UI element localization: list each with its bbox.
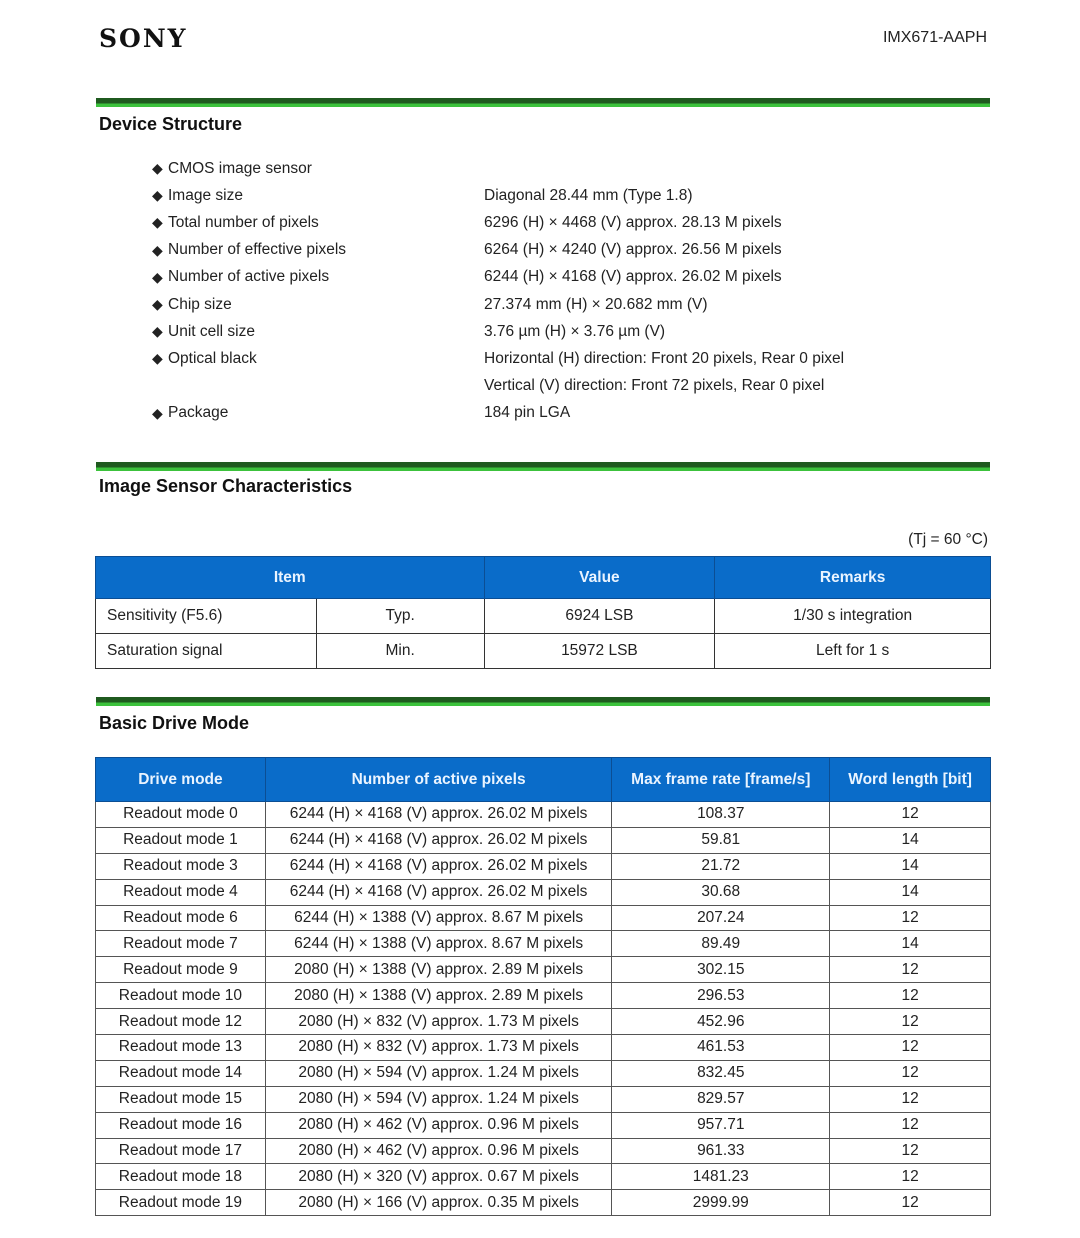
spec-row <box>152 264 912 291</box>
spec-value: 6244 (H) × 4168 (V) approx. 26.02 M pixels <box>484 268 782 286</box>
cell-drive-mode: Readout mode 7 <box>96 931 266 957</box>
cell-drive-mode: Readout mode 18 <box>96 1164 266 1190</box>
cell-max-frame-rate: 452.96 <box>612 1009 830 1035</box>
cell-active-pixels: 2080 (H) × 594 (V) approx. 1.24 M pixels <box>265 1086 612 1112</box>
spec-label-text: Package <box>168 404 229 422</box>
cell-word-length: 12 <box>830 983 991 1009</box>
spec-value: 3.76 µm (H) × 3.76 µm (V) <box>484 322 666 340</box>
cell-active-pixels: 2080 (H) × 1388 (V) approx. 2.89 M pixels <box>265 957 612 983</box>
cell-active-pixels: 2080 (H) × 832 (V) approx. 1.73 M pixels <box>265 1035 612 1061</box>
cell-value: 6924 LSB <box>484 599 715 634</box>
spec-value: 6264 (H) × 4240 (V) approx. 26.56 M pixels <box>484 241 782 259</box>
spec-row <box>152 345 912 372</box>
cell-active-pixels: 2080 (H) × 462 (V) approx. 0.96 M pixels <box>265 1138 612 1164</box>
cell-word-length: 14 <box>830 853 991 879</box>
cell-item: Saturation signal <box>96 634 317 669</box>
diamond-bullet-icon: ◆ <box>152 241 163 258</box>
header-item: Item <box>96 557 485 599</box>
section-title-characteristics: Image Sensor Characteristics <box>99 476 353 496</box>
spec-label <box>152 296 484 314</box>
cell-drive-mode: Readout mode 12 <box>96 1009 266 1035</box>
table-row <box>96 1138 991 1164</box>
spec-row <box>152 155 912 182</box>
cell-active-pixels: 2080 (H) × 462 (V) approx. 0.96 M pixels <box>265 1112 612 1138</box>
cell-remarks: Left for 1 s <box>715 634 991 669</box>
section-title-device-structure: Device Structure <box>99 114 243 134</box>
table-row <box>96 1086 991 1112</box>
cell-drive-mode: Readout mode 16 <box>96 1112 266 1138</box>
cell-value: 15972 LSB <box>484 634 715 669</box>
spec-value: 27.374 mm (H) × 20.682 mm (V) <box>484 295 708 313</box>
section-divider-drive-mode <box>96 697 990 706</box>
spec-label <box>152 187 484 205</box>
spec-label <box>152 241 484 259</box>
cell-active-pixels: 2080 (H) × 166 (V) approx. 0.35 M pixels <box>265 1190 612 1216</box>
header-word-length: Word length [bit] <box>830 758 991 802</box>
table-row <box>96 1164 991 1190</box>
cell-max-frame-rate: 21.72 <box>612 853 830 879</box>
cell-max-frame-rate: 108.37 <box>612 802 830 828</box>
spec-label <box>152 404 484 422</box>
cell-item: Sensitivity (F5.6) <box>96 599 317 634</box>
cell-drive-mode: Readout mode 9 <box>96 957 266 983</box>
cell-drive-mode: Readout mode 3 <box>96 853 266 879</box>
table-row <box>96 905 991 931</box>
cell-drive-mode: Readout mode 13 <box>96 1035 266 1061</box>
spec-label-text: Total number of pixels <box>168 213 319 231</box>
table-row <box>96 634 991 669</box>
cell-active-pixels: 6244 (H) × 4168 (V) approx. 26.02 M pixels <box>265 853 612 879</box>
cell-drive-mode: Readout mode 19 <box>96 1190 266 1216</box>
cell-active-pixels: 2080 (H) × 320 (V) approx. 0.67 M pixels <box>265 1164 612 1190</box>
spec-label-text: Image size <box>168 186 243 204</box>
cell-max-frame-rate: 59.81 <box>612 827 830 853</box>
cell-active-pixels: 6244 (H) × 4168 (V) approx. 26.02 M pixels <box>265 827 612 853</box>
sony-logo: SONY <box>99 24 188 53</box>
spec-row <box>152 318 912 345</box>
cell-max-frame-rate: 1481.23 <box>612 1164 830 1190</box>
cell-word-length: 12 <box>830 802 991 828</box>
table-row <box>96 1190 991 1216</box>
spec-label-text: Optical black <box>168 349 257 367</box>
cell-max-frame-rate: 89.49 <box>612 931 830 957</box>
diamond-bullet-icon: ◆ <box>152 160 163 177</box>
cell-word-length: 14 <box>830 879 991 905</box>
cell-drive-mode: Readout mode 4 <box>96 879 266 905</box>
cell-remarks: 1/30 s integration <box>715 599 991 634</box>
cell-word-length: 12 <box>830 1035 991 1061</box>
table-header-row <box>96 758 991 802</box>
cell-drive-mode: Readout mode 15 <box>96 1086 266 1112</box>
cell-max-frame-rate: 296.53 <box>612 983 830 1009</box>
table-row <box>96 931 991 957</box>
spec-row <box>152 237 912 264</box>
spec-value: Horizontal (H) direction: Front 20 pixels, Rear 0 pixel <box>484 349 845 367</box>
table-row <box>96 802 991 828</box>
cell-drive-mode: Readout mode 0 <box>96 802 266 828</box>
spec-label <box>152 160 484 178</box>
section-title-drive-mode: Basic Drive Mode <box>99 713 250 733</box>
diamond-bullet-icon: ◆ <box>152 187 163 204</box>
cell-word-length: 14 <box>830 931 991 957</box>
table-row <box>96 853 991 879</box>
table-row <box>96 1060 991 1086</box>
spec-label-text: Unit cell size <box>168 322 255 340</box>
diamond-bullet-icon: ◆ <box>152 350 163 367</box>
spec-label <box>152 323 484 341</box>
table-row <box>96 827 991 853</box>
spec-label <box>152 214 484 232</box>
cell-qualifier: Min. <box>316 634 484 669</box>
cell-qualifier: Typ. <box>316 599 484 634</box>
header-remarks: Remarks <box>715 557 991 599</box>
cell-drive-mode: Readout mode 1 <box>96 827 266 853</box>
cell-word-length: 12 <box>830 1190 991 1216</box>
cell-max-frame-rate: 832.45 <box>612 1060 830 1086</box>
characteristics-table <box>95 556 991 669</box>
cell-word-length: 12 <box>830 1086 991 1112</box>
cell-word-length: 14 <box>830 827 991 853</box>
spec-label-text: Number of active pixels <box>168 268 330 286</box>
cell-word-length: 12 <box>830 1009 991 1035</box>
table-row <box>96 1009 991 1035</box>
spec-value: Vertical (V) direction: Front 72 pixels, Rear 0 pixel <box>484 377 825 395</box>
spec-label-text: Chip size <box>168 295 232 313</box>
cell-word-length: 12 <box>830 1112 991 1138</box>
cell-drive-mode: Readout mode 10 <box>96 983 266 1009</box>
cell-drive-mode: Readout mode 17 <box>96 1138 266 1164</box>
spec-row <box>152 373 912 400</box>
header-max-frame-rate: Max frame rate [frame/s] <box>612 758 830 802</box>
section-divider-device-structure <box>96 98 990 107</box>
cell-active-pixels: 2080 (H) × 832 (V) approx. 1.73 M pixels <box>265 1009 612 1035</box>
spec-label <box>152 268 484 286</box>
device-structure-list <box>152 155 912 427</box>
spec-value: Diagonal 28.44 mm (Type 1.8) <box>484 186 693 204</box>
diamond-bullet-icon: ◆ <box>152 268 163 285</box>
cell-active-pixels: 6244 (H) × 1388 (V) approx. 8.67 M pixels <box>265 931 612 957</box>
cell-max-frame-rate: 30.68 <box>612 879 830 905</box>
cell-max-frame-rate: 207.24 <box>612 905 830 931</box>
table-row <box>96 983 991 1009</box>
cell-max-frame-rate: 2999.99 <box>612 1190 830 1216</box>
header-value: Value <box>484 557 715 599</box>
cell-max-frame-rate: 829.57 <box>612 1086 830 1112</box>
cell-drive-mode: Readout mode 14 <box>96 1060 266 1086</box>
spec-row <box>152 209 912 236</box>
cell-max-frame-rate: 957.71 <box>612 1112 830 1138</box>
header-drive-mode: Drive mode <box>96 758 266 802</box>
diamond-bullet-icon: ◆ <box>152 214 163 231</box>
spec-label-text: CMOS image sensor <box>168 159 312 177</box>
cell-active-pixels: 2080 (H) × 1388 (V) approx. 2.89 M pixels <box>265 983 612 1009</box>
cell-word-length: 12 <box>830 1164 991 1190</box>
table-header-row <box>96 557 991 599</box>
cell-drive-mode: Readout mode 6 <box>96 905 266 931</box>
spec-label-text: Number of effective pixels <box>168 241 347 259</box>
spec-row <box>152 291 912 318</box>
table-row <box>96 1035 991 1061</box>
table-row <box>96 1112 991 1138</box>
cell-active-pixels: 6244 (H) × 1388 (V) approx. 8.67 M pixels <box>265 905 612 931</box>
spec-row <box>152 400 912 427</box>
cell-word-length: 12 <box>830 957 991 983</box>
header-active-pixels: Number of active pixels <box>265 758 612 802</box>
diamond-bullet-icon: ◆ <box>152 323 163 340</box>
spec-label <box>152 350 484 368</box>
spec-value: 184 pin LGA <box>484 404 571 422</box>
cell-active-pixels: 6244 (H) × 4168 (V) approx. 26.02 M pixels <box>265 802 612 828</box>
spec-row <box>152 182 912 209</box>
table-row <box>96 599 991 634</box>
part-number: IMX671-AAPH <box>882 29 987 46</box>
cell-max-frame-rate: 961.33 <box>612 1138 830 1164</box>
cell-active-pixels: 2080 (H) × 594 (V) approx. 1.24 M pixels <box>265 1060 612 1086</box>
section-divider-characteristics <box>96 462 990 471</box>
table-row <box>96 879 991 905</box>
drive-mode-table <box>95 757 991 1216</box>
cell-max-frame-rate: 302.15 <box>612 957 830 983</box>
table-row <box>96 957 991 983</box>
spec-value: 6296 (H) × 4468 (V) approx. 28.13 M pixels <box>484 213 782 231</box>
cell-word-length: 12 <box>830 905 991 931</box>
cell-active-pixels: 6244 (H) × 4168 (V) approx. 26.02 M pixels <box>265 879 612 905</box>
temperature-condition: (Tj = 60 °C) <box>908 531 988 548</box>
cell-max-frame-rate: 461.53 <box>612 1035 830 1061</box>
diamond-bullet-icon: ◆ <box>152 404 163 421</box>
diamond-bullet-icon: ◆ <box>152 296 163 313</box>
cell-word-length: 12 <box>830 1060 991 1086</box>
cell-word-length: 12 <box>830 1138 991 1164</box>
